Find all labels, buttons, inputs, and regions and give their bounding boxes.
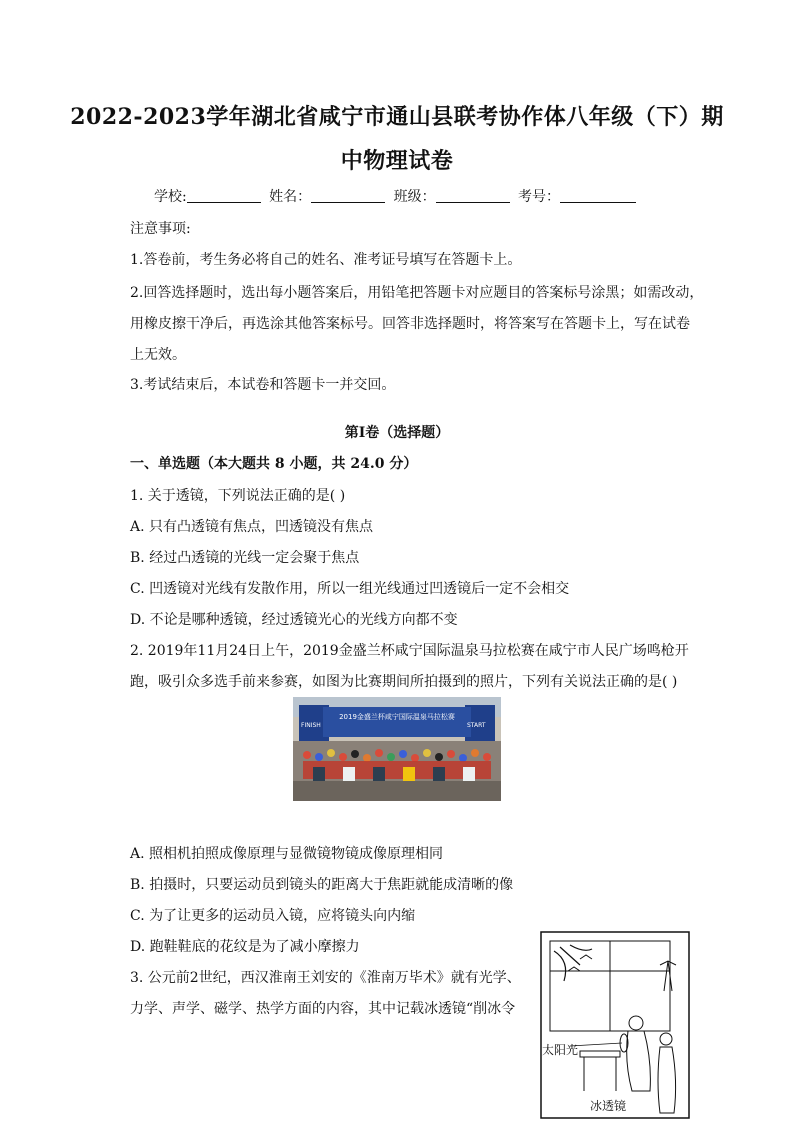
class-label: 班级： — [393, 189, 436, 205]
student-info-row — [0, 186, 794, 206]
name-blank[interactable] — [311, 188, 385, 203]
q2-option-b: B. 拍摄时，只要运动员到镜头的距离大于焦距就能成清晰的像 — [130, 877, 514, 893]
q3-line2: 力学、声学、磁学、热学方面的内容，其中记载冰透镜“削冰令 — [130, 1001, 516, 1017]
name-label: 姓名： — [269, 189, 312, 205]
q2-stem-line1: 2. 2019年11月24日上午，2019金盛兰杯咸宁国际温泉马拉松赛在咸宁市人民广场鸣枪开 — [130, 643, 689, 659]
exam-no-label: 考号： — [518, 189, 561, 205]
q2-option-a: A. 照相机拍照成像原理与显微镜物镜成像原理相同 — [130, 846, 444, 862]
note-1: 1.答卷前，考生务必将自己的姓名、准考证号填写在答题卡上。 — [130, 252, 522, 268]
class-blank[interactable] — [436, 188, 510, 203]
finish-label: FINISH — [301, 722, 321, 729]
marathon-photo — [293, 697, 501, 801]
q3-line1: 3. 公元前2世纪，西汉淮南王刘安的《淮南万毕术》就有光学、 — [130, 970, 521, 986]
q1-option-d: D. 不论是哪种透镜，经过透镜光心的光线方向都不变 — [130, 612, 458, 628]
ice-lens-label: 冰透镜 — [590, 1099, 627, 1113]
note-3: 3.考试结束后，本试卷和答题卡一并交回。 — [130, 377, 396, 393]
section-title: 第I卷（选择题） — [344, 425, 450, 441]
q2-option-c: C. 为了让更多的运动员入镜，应将镜头向内缩 — [130, 908, 416, 924]
school-blank[interactable] — [187, 188, 261, 203]
exam-no-blank[interactable] — [560, 188, 636, 203]
ice-lens-figure — [540, 931, 690, 1119]
school-label: 学校: — [153, 189, 187, 205]
q2-option-d: D. 跑鞋鞋底的花纹是为了减小摩擦力 — [130, 939, 360, 955]
q1-option-c: C. 凹透镜对光线有发散作用，所以一组光线通过凹透镜后一定不会相交 — [130, 581, 570, 597]
q1-stem: 1. 关于透镜，下列说法正确的是( ) — [130, 488, 346, 504]
sunlight-label: 太阳光 — [542, 1043, 579, 1057]
race-banner: 2019金盛兰杯咸宁国际温泉马拉松赛 — [339, 713, 455, 721]
q1-option-b: B. 经过凸透镜的光线一定会聚于焦点 — [130, 550, 360, 566]
q1-option-a: A. 只有凸透镜有焦点，凹透镜没有焦点 — [130, 519, 374, 535]
note-2-line2: 用橡皮擦干净后，再选涂其他答案标号。回答非选择题时，将答案写在答题卡上，写在试卷 — [130, 316, 690, 332]
note-2-line1: 2.回答选择题时，选出每小题答案后，用铅笔把答题卡对应题目的答案标号涂黑；如需改动， — [130, 285, 704, 301]
note-2-line3: 上无效。 — [130, 347, 186, 363]
notes-heading: 注意事项: — [130, 221, 191, 237]
q2-stem-line2: 跑，吸引众多选手前来参赛，如图为比赛期间所拍摄到的照片，下列有关说法正确的是( ) — [130, 674, 678, 690]
exam-title-line2: 中物理试卷 — [340, 148, 454, 174]
start-label: START — [467, 722, 486, 729]
exam-title-line1: 2022-2023学年湖北省咸宁市通山县联考协作体八年级（下）期 — [70, 104, 724, 130]
part-heading: 一、单选题（本大题共 8 小题，共 24.0 分） — [130, 456, 418, 472]
